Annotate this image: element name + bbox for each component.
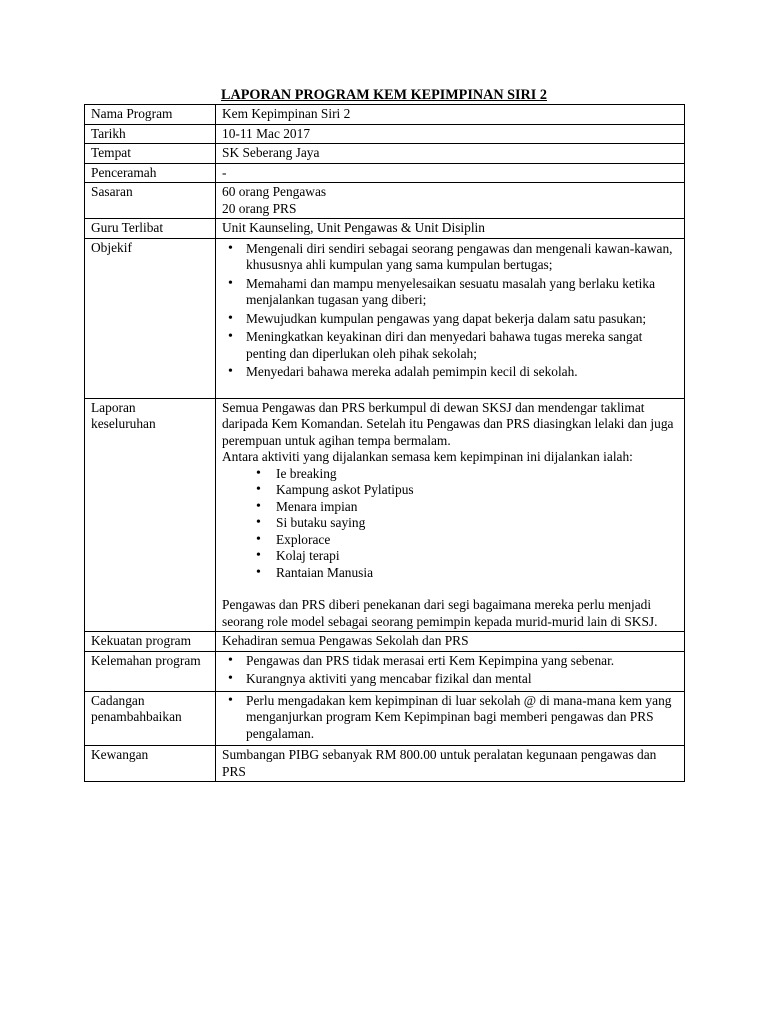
list-item: • Perlu mengadakan kem kepimpinan di luar sekolah @ di mana-mana kem yang menganjurkan program Kem Kepimpinan bagi memberi pengawas dan PRS pengalaman.: [222, 693, 678, 743]
row-value: -: [216, 163, 685, 183]
weakness-list: [222, 653, 678, 688]
row-tempat: [85, 144, 685, 164]
row-value: SK Seberang Jaya: [216, 144, 685, 164]
sasaran-line: 60 orang Pengawas: [222, 184, 327, 199]
list-item: • Kurangnya aktiviti yang mencabar fizikal dan mental: [222, 671, 678, 688]
row-label: Kekuatan program: [85, 632, 216, 652]
list-item: • Meningkatkan keyakinan diri dan menyedari bahawa tugas mereka sangat penting dan diperlukan oleh pihak sekolah;: [222, 329, 678, 362]
row-label: Nama Program: [85, 105, 216, 125]
list-item: • Memahami dan mampu menyelesaikan sesuatu masalah yang berlaku ketika menjalankan tugasan yang diberi;: [222, 276, 678, 309]
row-value: [216, 398, 685, 632]
row-value: [216, 183, 685, 219]
list-item: • Si butaku saying: [252, 515, 678, 532]
row-penceramah: [85, 163, 685, 183]
row-guru-terlibat: [85, 219, 685, 239]
row-value: [216, 651, 685, 691]
row-laporan-keseluruhan: [85, 398, 685, 632]
row-kekuatan: [85, 632, 685, 652]
list-item: • Mengenali diri sendiri sebagai seorang pengawas dan mengenali kawan-kawan, khususnya ahli kumpulan yang sama kumpulan bertugas;: [222, 241, 678, 274]
row-value: Kem Kepimpinan Siri 2: [216, 105, 685, 125]
row-label: Kewangan: [85, 746, 216, 782]
list-item: • Ie breaking: [252, 466, 678, 483]
row-objektif: [85, 238, 685, 398]
laporan-closing: Pengawas dan PRS diberi penekanan dari segi bagaimana mereka perlu menjadi seorang role model sebagai seorang pemimpin kepada murid-murid lain di SKSJ.: [222, 597, 658, 629]
label-line: keseluruhan: [91, 416, 156, 431]
sasaran-line: 20 orang PRS: [222, 200, 297, 216]
list-item: • Explorace: [252, 532, 678, 549]
label-line: Cadangan: [91, 692, 145, 708]
row-kelemahan: [85, 651, 685, 691]
row-label: Sasaran: [85, 183, 216, 219]
row-cadangan: [85, 691, 685, 746]
list-item: • Kolaj terapi: [252, 548, 678, 565]
row-value: Sumbangan PIBG sebanyak RM 800.00 untuk peralatan kegunaan pengawas dan PRS: [216, 746, 685, 782]
list-item: • Menyedari bahawa mereka adalah pemimpin kecil di sekolah.: [222, 364, 678, 381]
label-line: penambahbaikan: [91, 709, 182, 724]
row-value: Unit Kaunseling, Unit Pengawas & Unit Disiplin: [216, 219, 685, 239]
row-nama-program: [85, 105, 685, 125]
row-label: Guru Terlibat: [85, 219, 216, 239]
list-item: • Menara impian: [252, 499, 678, 516]
row-value: 10-11 Mac 2017: [216, 124, 685, 144]
objective-list: [222, 241, 678, 381]
laporan-intro: Semua Pengawas dan PRS berkumpul di dewan SKSJ dan mendengar taklimat daripada Kem Komandan. Setelah itu Pengawas dan PRS diasingkan lelaki dan juga perempuan untuk agihan tempa bermalam.: [222, 399, 674, 448]
row-value: Kehadiran semua Pengawas Sekolah dan PRS: [216, 632, 685, 652]
row-label: Penceramah: [85, 163, 216, 183]
list-item: • Rantaian Manusia: [252, 565, 678, 582]
report-title: LAPORAN PROGRAM KEM KEPIMPINAN SIRI 2: [221, 87, 547, 103]
row-label: Tarikh: [85, 124, 216, 144]
row-label: Tempat: [85, 144, 216, 164]
row-tarikh: [85, 124, 685, 144]
activities-intro: Antara aktiviti yang dijalankan semasa kem kepimpinan ini dijalankan ialah:: [222, 449, 633, 464]
suggestion-list: [222, 693, 678, 743]
row-label: [85, 691, 216, 746]
list-item: • Mewujudkan kumpulan pengawas yang dapat bekerja dalam satu pasukan;: [222, 311, 678, 328]
row-value: [216, 238, 685, 398]
list-item: • Pengawas dan PRS tidak merasai erti Kem Kepimpina yang sebenar.: [222, 653, 678, 670]
label-line: Laporan: [91, 399, 136, 415]
spacer: [222, 581, 678, 597]
list-item: • Kampung askot Pylatipus: [252, 482, 678, 499]
row-value: [216, 691, 685, 746]
row-sasaran: [85, 183, 685, 219]
activity-list: [252, 466, 678, 582]
row-label: [85, 398, 216, 632]
row-label: Kelemahan program: [85, 651, 216, 691]
report-table: [84, 104, 685, 782]
row-label: Objekif: [85, 238, 216, 398]
row-kewangan: [85, 746, 685, 782]
